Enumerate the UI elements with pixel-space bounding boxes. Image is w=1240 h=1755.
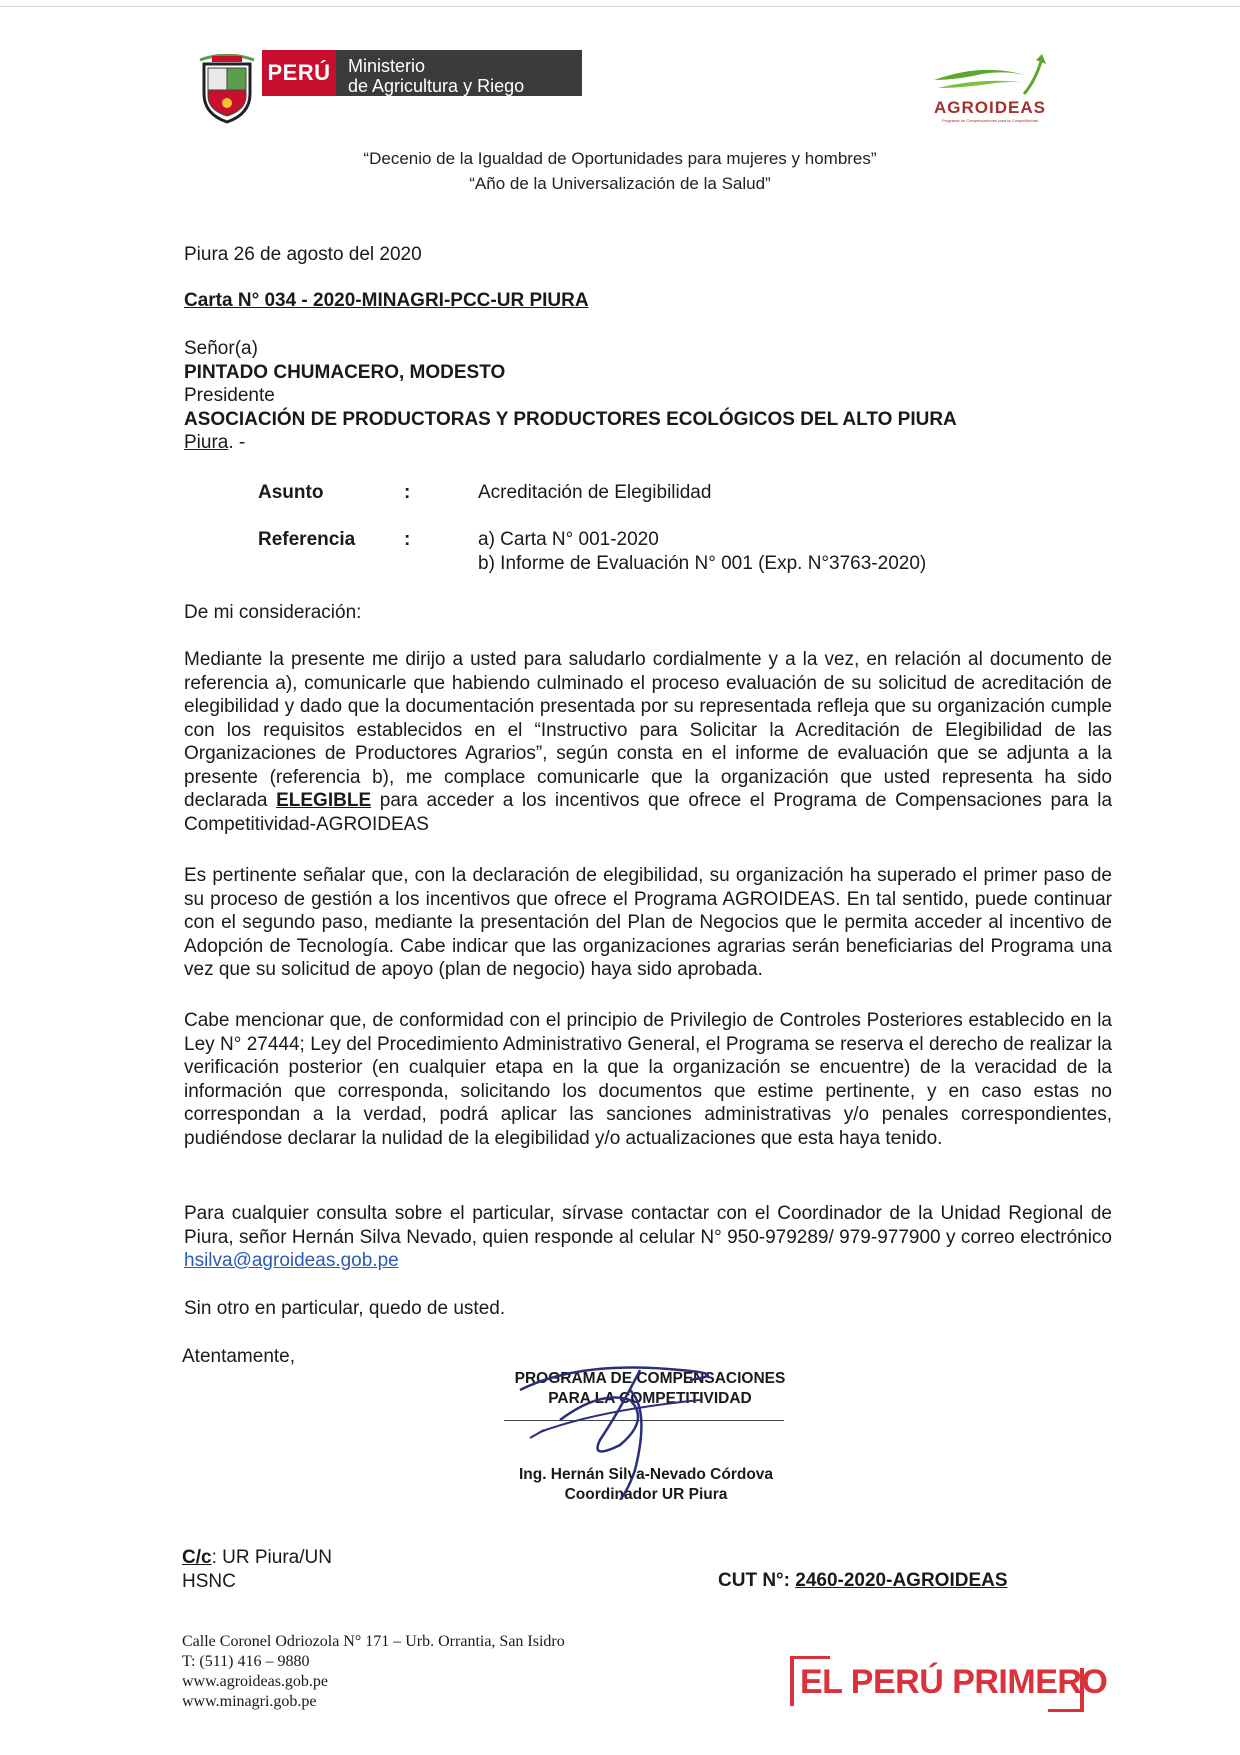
brand-ministry-line2: de Agricultura y Riego — [348, 76, 525, 96]
asunto-colon: : — [404, 482, 411, 503]
paragraph-1-text-end: para acceder a los incentivos que ofrece el Programa de Compensaciones para la Competitividad-AGROIDEAS — [184, 790, 1113, 835]
signer-name: Ing. Hernán Silva-Nevado Córdova — [518, 1466, 774, 1483]
referencia-label: Referencia — [258, 529, 356, 550]
recipient-name: PINTADO CHUMACERO, MODESTO — [184, 361, 506, 383]
ministry-logo — [262, 50, 582, 96]
cut-label: CUT N°: — [718, 1570, 796, 1591]
brand-ministry-line1: Ministerio — [348, 56, 426, 76]
signer-title: Coordinador UR Piura — [564, 1486, 728, 1503]
footer-phone: T: (511) 416 – 9880 — [182, 1653, 310, 1670]
closing-line: Sin otro en particular, quedo de usted. — [184, 1298, 506, 1319]
agroideas-wordmark: AGROIDEAS — [934, 98, 1046, 117]
recipient-city: Piura — [184, 432, 229, 453]
referencia-a: a) Carta N° 001-2020 — [478, 529, 659, 550]
cc-line — [182, 1546, 332, 1570]
recipient-block — [184, 337, 957, 455]
cc-value: : UR Piura/UN — [211, 1547, 332, 1568]
referencia-values — [478, 528, 926, 575]
recipient-city-line — [184, 431, 957, 455]
cut-value: 2460-2020-AGROIDEAS — [795, 1570, 1008, 1591]
slogan-frame-left — [790, 1656, 794, 1706]
paragraph-1 — [184, 648, 1112, 836]
cc-block — [182, 1546, 332, 1593]
peru-coat-of-arms-icon — [198, 54, 256, 124]
paragraph-1-text: Mediante la presente me dirijo a usted para saludarlo cordialmente y a la vez, en relación al documento de referencia a), comunicarle que habiendo culminado el proceso evaluación de su solicitud de acreditación de elegibilidad y dado que la documentación presentada por su representada refleja que su organización cumple con los requisitos establecidos en el “Instructivo para Solicitar la Acreditación de Elegibilidad de las Organizaciones de Productores Agrarios”, según consta en el informe de evaluación que se adjunta a la presente (referencia b), me complace comunicarle que la organización que usted representa ha sido declarada — [184, 649, 1112, 811]
recipient-salutation: Señor(a) — [184, 338, 258, 359]
cc-initials: HSNC — [182, 1570, 236, 1592]
cut-number — [718, 1569, 1008, 1593]
email-link[interactable]: hsilva@agroideas.gob.pe — [184, 1250, 399, 1271]
slogan-frame-bottom — [1048, 1709, 1084, 1712]
consideracion: De mi consideración: — [184, 602, 362, 623]
paragraph-4 — [184, 1202, 1112, 1273]
brand-peru: PERÚ — [262, 50, 336, 96]
atentamente: Atentamente, — [182, 1346, 296, 1367]
handwritten-signature-icon — [500, 1350, 800, 1500]
paragraph-4-text: Para cualquier consulta sobre el particular, sírvase contactar con el Coordinador de la Unidad Regional de Piura, señor Hernán Silva Nevado, quien responde al celular N° 950-979289/ 979-977900 y correo electrónico — [184, 1203, 1112, 1248]
footer-address: Calle Coronel Odriozola N° 171 – Urb. Orrantia, San Isidro — [182, 1633, 565, 1650]
footer-web-agroideas[interactable]: www.agroideas.gob.pe — [182, 1673, 329, 1690]
decenio-motto — [0, 146, 1240, 196]
referencia-colon: : — [404, 529, 411, 550]
signature-org-line2: PARA LA COMPETITIVIDAD — [548, 1390, 752, 1407]
letter-number: Carta N° 034 - 2020-MINAGRI-PCC-UR PIURA — [184, 290, 589, 311]
elegible-emphasis: ELEGIBLE — [276, 790, 372, 811]
letter-date: Piura 26 de agosto del 2020 — [184, 244, 422, 265]
paragraph-2: Es pertinente señalar que, con la declaración de elegibilidad, su organización ha superado el primer paso de su proceso de gestión a los incentivos que ofrece el Programa AGROIDEAS. En tal sentido, puede continuar con el segundo paso, mediante la presentación del Plan de Negocios que le permita acceder al incentivo de Adopción de Tecnología. Cabe indicar que las organizaciones agrarias serán beneficiarias del Programa una vez que su solicitud de apoyo (plan de negocio) haya sido aprobada. — [184, 865, 1112, 980]
paragraph-3: Cabe mencionar que, de conformidad con el principio de Privilegio de Controles Posteriores establecido en la Ley N° 27444; Ley del Procedimiento Administrativo General, el Programa se reserva el derecho de realizar la verificación posterior (en cualquier etapa en la que la organización se encuentre) de la veracidad de la información que corresponda, solicitando los documentos que estime pertinente, y en caso estas no correspondan a la verdad, podrá aplicar las sanciones administrativas y/o penales correspondientes, pudiéndose declarar la nulidad de la elegibilidad y/o actualizaciones que esta haya tenido. — [184, 1010, 1112, 1149]
decenio-line1: “Decenio de la Igualdad de Oportunidades para mujeres y hombres” — [363, 149, 877, 168]
agroideas-tagline: Programa de Compensaciones para la Competitividad — [941, 118, 1039, 123]
decenio-line2: “Año de la Universalización de la Salud” — [469, 174, 771, 193]
asunto-label: Asunto — [258, 482, 324, 503]
signature-org-line1: PROGRAMA DE COMPENSACIONES — [514, 1370, 786, 1387]
slogan-frame-top — [790, 1656, 830, 1659]
brand-ministry — [336, 50, 582, 96]
referencia-b: b) Informe de Evaluación N° 001 (Exp. N°3763-2020) — [478, 552, 927, 574]
asunto-value: Acreditación de Elegibilidad — [478, 482, 712, 503]
scan-edge-line — [0, 6, 1240, 7]
footer-web-minagri[interactable]: www.minagri.gob.pe — [182, 1693, 317, 1710]
slogan-el-peru-primero: EL PERÚ PRIMERO — [800, 1663, 1108, 1701]
recipient-organization: ASOCIACIÓN DE PRODUCTORAS Y PRODUCTORES ECOLÓGICOS DEL ALTO PIURA — [184, 408, 957, 430]
footer-contact — [182, 1632, 565, 1712]
recipient-role: Presidente — [184, 385, 275, 406]
cc-label: C/c — [182, 1547, 212, 1568]
recipient-city-suffix: . - — [228, 432, 246, 453]
